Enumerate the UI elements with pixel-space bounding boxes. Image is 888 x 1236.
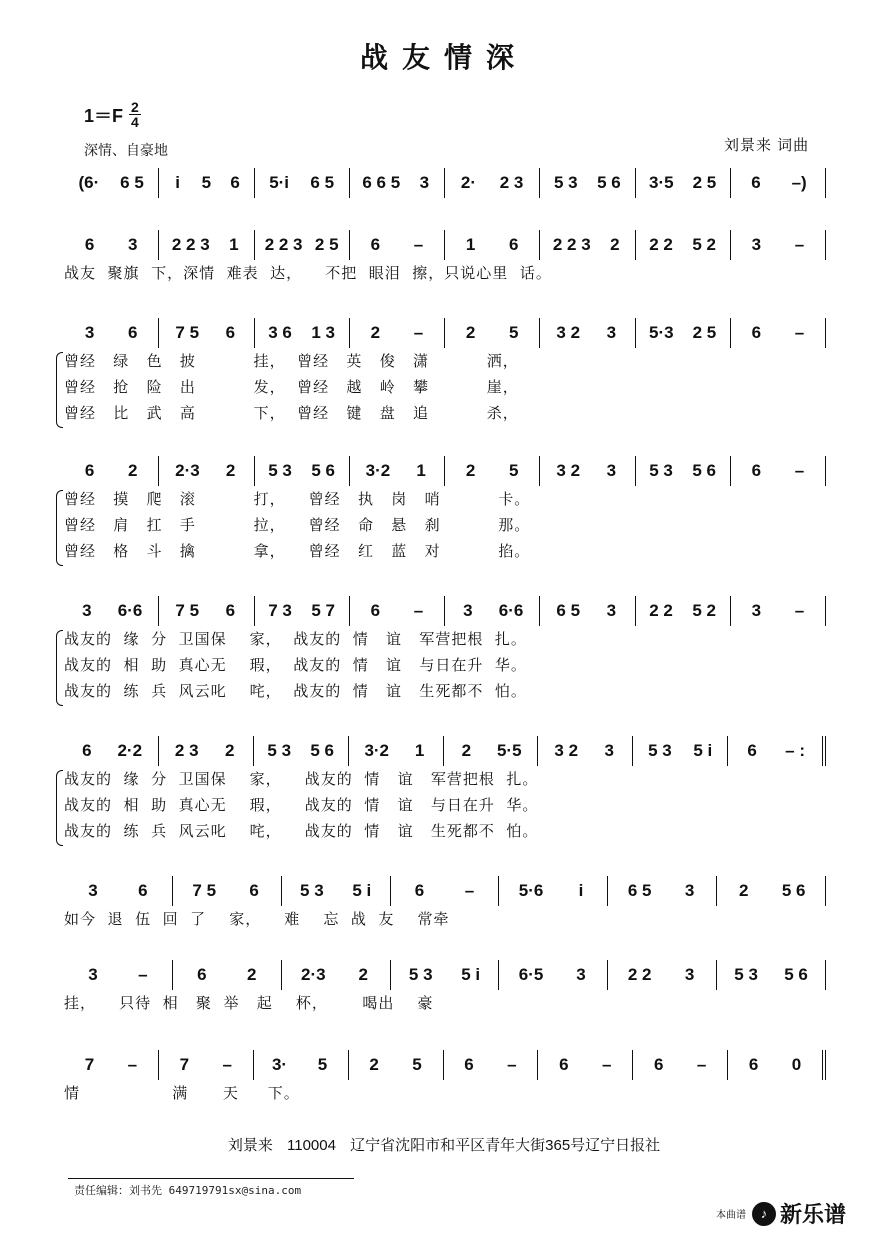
note-group: 6 [559, 1055, 569, 1074]
measure [349, 1050, 444, 1080]
note-group: 6 [197, 965, 207, 984]
score-system [64, 960, 826, 1016]
note-group: 3 [82, 601, 92, 620]
lyric-line: 战友的 相 助 真心无 瑕， 战友的 情 谊 与日在升 华。 [64, 656, 527, 674]
note-group: 2· [460, 173, 476, 192]
measure [350, 456, 445, 486]
note-group: 3 [88, 965, 98, 984]
note-group: – [794, 323, 805, 342]
note-group: 7 3 [268, 601, 292, 620]
note-group: 5·6 [518, 881, 544, 900]
note-group: 2 2 [649, 235, 673, 254]
measure [391, 960, 500, 990]
measure [728, 1050, 826, 1080]
note-group: 3·5 [649, 173, 674, 192]
measure [538, 1050, 633, 1080]
note-group: 6 [230, 173, 240, 192]
editor-divider [68, 1178, 354, 1179]
measure [444, 736, 539, 766]
note-group: 6 [138, 881, 148, 900]
note-group: 5 3 [408, 965, 433, 984]
measure [391, 876, 500, 906]
lyric-line: 曾经 肩 扛 手 拉， 曾经 命 悬 刹 那。 [64, 516, 531, 534]
note-group: 5 [201, 173, 212, 192]
note-group: i [175, 173, 180, 192]
measure [254, 1050, 349, 1080]
score-system [64, 318, 826, 426]
time-bottom: 4 [131, 114, 139, 130]
key-signature [84, 100, 141, 129]
note-group: 5 3 [648, 741, 672, 760]
note-group: 3 [576, 965, 586, 984]
lyric-line: 曾经 摸 爬 滚 打， 曾经 执 岗 哨 卡。 [64, 490, 531, 508]
footer-postcode: 110004 [287, 1137, 336, 1154]
note-group: 6 [747, 741, 757, 760]
note-group: 2 [127, 461, 138, 480]
lyric-line: 战友的 缘 分 卫国保 家， 战友的 情 谊 军营把根 扎。 [64, 770, 539, 788]
measure [159, 596, 254, 626]
measure [350, 318, 445, 348]
measure [64, 318, 159, 348]
lyric-line: 曾经 绿 色 披 挂， 曾经 英 俊 潇 洒， [64, 352, 519, 370]
score-system [64, 456, 826, 564]
note-group: 5 3 [649, 461, 673, 480]
lyric-line: 战友 聚旗 下，深情 难表 达， 不把 眼泪 擦，只说心里 话。 [64, 264, 552, 282]
note-group: 3 [684, 965, 695, 984]
verse-bracket [56, 352, 63, 428]
note-group: 5 [317, 1055, 328, 1074]
verse-bracket [56, 630, 63, 706]
note-group: 1 [465, 235, 476, 254]
composer-credit: 刘景来 词曲 [724, 137, 810, 154]
lyrics-block [64, 626, 826, 704]
note-group: 2 [465, 461, 476, 480]
measure [159, 456, 254, 486]
note-group: 3 [606, 601, 617, 620]
note-group: 6 [370, 601, 381, 620]
note-group: 2 2 3 [171, 235, 210, 254]
note-group: – [413, 323, 424, 342]
score-system [64, 230, 826, 286]
note-group: – [507, 1055, 517, 1074]
note-group: 5 i [352, 881, 372, 900]
note-group: 5 i [693, 741, 713, 760]
footer-address-line [0, 1134, 888, 1155]
lyric-line: 战友的 相 助 真心无 瑕， 战友的 情 谊 与日在升 华。 [64, 796, 539, 814]
lyric-line: 挂， 只待 相 聚 举 起 杯， 喝出 豪 [64, 994, 434, 1012]
note-group: 5 6 [781, 881, 806, 900]
note-group: i [578, 881, 584, 900]
note-group: 3 [604, 741, 614, 760]
note-group: 3·2 [365, 461, 391, 480]
note-group: 6 [464, 1055, 474, 1074]
measure [633, 1050, 728, 1080]
verse-bracket [56, 490, 63, 566]
lyric-line: 曾经 格 斗 擒 拿， 曾经 红 蓝 对 掐。 [64, 542, 531, 560]
note-group: 7 5 [192, 881, 217, 900]
notation-line [64, 230, 826, 260]
footer-author: 刘景来 [227, 1137, 273, 1154]
note-group: 2 5 [314, 235, 339, 254]
note-group: 6 [370, 235, 381, 254]
note-group: 2·3 [301, 965, 326, 984]
note-group: – [794, 461, 805, 480]
note-group: 6 6 5 [362, 173, 401, 192]
lyric-line: 战友的 缘 分 卫国保 家， 战友的 情 谊 军营把根 扎。 [64, 630, 527, 648]
note-group: 3 6 [268, 323, 292, 342]
note-group: 5 3 [553, 173, 578, 192]
note-group: 6 [84, 235, 95, 254]
note-group: 5 3 [267, 741, 292, 760]
note-group: 5 2 [692, 235, 716, 254]
score-system [64, 736, 826, 844]
measure [350, 596, 445, 626]
note-group: 2 [738, 881, 749, 900]
lyric-line: 曾经 抢 险 出 发， 曾经 越 岭 攀 崖， [64, 378, 519, 396]
measure [444, 1050, 539, 1080]
lyric-line: 战友的 练 兵 风云叱 咤， 战友的 情 谊 生死都不 怕。 [64, 822, 539, 840]
measure [717, 960, 826, 990]
lyric-line: 情 满 天 下。 [64, 1084, 300, 1102]
measure [636, 230, 731, 260]
notation-line [64, 168, 826, 198]
measure [445, 230, 540, 260]
score-system [64, 596, 826, 704]
score-system [64, 876, 826, 932]
note-group: 2 [247, 965, 257, 984]
measure [255, 168, 350, 198]
measure [636, 318, 731, 348]
note-group: 1 [416, 461, 426, 480]
score-title: 战友情深 [359, 41, 528, 74]
note-group: – [464, 881, 475, 900]
measure [350, 168, 445, 198]
note-group: 3 [88, 881, 98, 900]
note-group: – [413, 235, 424, 254]
measure [159, 1050, 254, 1080]
note-group: – [413, 601, 424, 620]
note-group: 2 3 [174, 741, 199, 760]
lyrics-block [64, 348, 826, 426]
note-group: 6 [82, 741, 92, 760]
note-group: 3 [127, 235, 138, 254]
note-group: 3·2 [364, 741, 390, 760]
measure [64, 168, 159, 198]
note-group: 6 5 [627, 881, 652, 900]
note-group: 6 5 [556, 601, 581, 620]
note-group: 5 6 [692, 461, 716, 480]
measure [538, 736, 633, 766]
note-group: 2 [225, 461, 236, 480]
note-group: 6 5 [310, 173, 335, 192]
measure [608, 876, 717, 906]
measure [717, 876, 826, 906]
note-group: 2 2 [627, 965, 652, 984]
note-group: 5 3 [734, 965, 758, 984]
notation-line [64, 318, 826, 348]
note-group: 2·2 [117, 741, 143, 760]
measure [159, 736, 254, 766]
measure [731, 318, 826, 348]
note-group: 5 6 [597, 173, 621, 192]
measure [636, 456, 731, 486]
note-group: 3 2 [554, 741, 579, 760]
measure [64, 736, 159, 766]
note-group: 2 2 3 [552, 235, 591, 254]
measure [64, 596, 159, 626]
measure [731, 168, 826, 198]
note-group: – [696, 1055, 707, 1074]
note-group: – [794, 235, 805, 254]
note-group: 5 7 [311, 601, 335, 620]
notation-line [64, 736, 826, 766]
note-group: 3 [606, 323, 617, 342]
measure [731, 596, 826, 626]
note-group: 3 [606, 461, 617, 480]
note-group: 6 5 [120, 173, 144, 192]
measure [255, 596, 350, 626]
measure [64, 960, 173, 990]
lyric-line: 曾经 比 武 高 下， 曾经 键 盘 追 杀， [64, 404, 519, 422]
measure [731, 230, 826, 260]
brand-caption: 本曲谱 [716, 1210, 746, 1221]
measure [255, 456, 350, 486]
measure [636, 168, 731, 198]
measure [731, 456, 826, 486]
note-group: 5 i [461, 965, 481, 984]
note-group: 5 2 [692, 601, 716, 620]
verse-bracket [56, 770, 63, 846]
note-group: 6 [225, 601, 236, 620]
note-group: 2 2 3 [264, 235, 303, 254]
editor-credit: 责任编辑：刘书先 649719791sx@sina.com [74, 1184, 302, 1197]
note-group: 6 [751, 173, 761, 192]
note-group: 5·5 [496, 741, 522, 760]
note-group: 6 [748, 1055, 759, 1074]
note-group: 5 [508, 461, 519, 480]
note-group: 2 [369, 1055, 379, 1074]
time-signature [129, 100, 141, 129]
measure [728, 736, 826, 766]
measure [159, 230, 254, 260]
measure [173, 960, 282, 990]
measure [64, 1050, 159, 1080]
note-group: 3 [751, 235, 762, 254]
lyrics-block [64, 1080, 826, 1106]
tempo-marking: 深情、自豪地 [84, 142, 168, 158]
measure [445, 456, 540, 486]
measure [350, 230, 445, 260]
note-group: – : [785, 741, 805, 760]
time-top: 2 [131, 99, 139, 115]
footer-address: 辽宁省沈阳市和平区青年大街365号辽宁日报社 [350, 1137, 661, 1154]
note-group: 6 [225, 323, 236, 342]
note-group: 6·5 [518, 965, 544, 984]
note-group: 2 [461, 741, 472, 760]
lyrics-block [64, 990, 826, 1016]
note-group: 3 [463, 601, 473, 620]
note-group: 3 [419, 173, 430, 192]
note-group: 2 [358, 965, 368, 984]
measure [540, 318, 635, 348]
note-group: 2 [224, 741, 235, 760]
note-group: 7 [84, 1055, 95, 1074]
note-group: 2 3 [499, 173, 524, 192]
note-group: 5 6 [310, 741, 334, 760]
note-group: 6 [249, 881, 259, 900]
lyric-line: 如今 退 伍 回 了 家， 难 忘 战 友 常牵 [64, 910, 450, 928]
note-group: 5 3 [268, 461, 292, 480]
note-group: 6·6 [117, 601, 143, 620]
note-group: – [602, 1055, 612, 1074]
note-group: 2 5 [692, 323, 717, 342]
note-group: – [127, 1055, 138, 1074]
note-group: 7 5 [175, 323, 200, 342]
notation-line [64, 960, 826, 990]
note-group: 7 [179, 1055, 190, 1074]
measure [64, 876, 173, 906]
notation-line [64, 876, 826, 906]
brand-name: 新乐谱 [780, 1202, 847, 1227]
note-group: 5 6 [784, 965, 808, 984]
note-group: – [794, 601, 805, 620]
notation-line [64, 456, 826, 486]
lyrics-block [64, 260, 826, 286]
measure [282, 876, 391, 906]
note-group: 3 [751, 601, 762, 620]
note-group: 6 [127, 323, 138, 342]
measure [64, 456, 159, 486]
score-system [64, 168, 826, 198]
measure [173, 876, 282, 906]
note-group: 1 [229, 235, 239, 254]
score-system [64, 1050, 826, 1106]
note-group: 6 [751, 323, 762, 342]
note-group: 2 [610, 235, 620, 254]
note-group: 5 3 [300, 881, 324, 900]
lyrics-block [64, 486, 826, 564]
note-group: (6· [78, 173, 100, 192]
note-group: 6·6 [498, 601, 524, 620]
note-group: 6 [751, 461, 762, 480]
measure [254, 736, 349, 766]
notation-line [64, 596, 826, 626]
measure [255, 318, 350, 348]
measure [499, 960, 608, 990]
measure [64, 230, 159, 260]
measure [636, 596, 731, 626]
note-group: –) [791, 173, 807, 192]
key-label: 1＝F [84, 105, 124, 126]
measure [282, 960, 391, 990]
note-group: 1 [414, 741, 425, 760]
lyrics-block [64, 766, 826, 844]
measure [159, 318, 254, 348]
lyric-line: 战友的 练 兵 风云叱 咤， 战友的 情 谊 生死都不 怕。 [64, 682, 527, 700]
measure [445, 596, 540, 626]
measure [540, 230, 635, 260]
measure [540, 168, 635, 198]
note-group: – [138, 965, 148, 984]
measure [540, 596, 635, 626]
measure [255, 230, 350, 260]
note-group: 3 [84, 323, 95, 342]
lyrics-block [64, 906, 826, 932]
note-group: 2·3 [175, 461, 200, 480]
note-group: 2 2 [649, 601, 673, 620]
measure [608, 960, 717, 990]
note-group: – [222, 1055, 233, 1074]
note-group: 5·i [269, 173, 290, 192]
note-group: 5·3 [649, 323, 674, 342]
note-group: 5 [412, 1055, 422, 1074]
note-group: 3 [684, 881, 695, 900]
note-group: 7 5 [175, 601, 200, 620]
note-group: 3 2 [556, 461, 581, 480]
measure [633, 736, 728, 766]
note-group: 6 [414, 881, 425, 900]
measure [349, 736, 444, 766]
measure [445, 168, 540, 198]
note-group: 5 6 [311, 461, 335, 480]
note-group: 5 [508, 323, 519, 342]
note-group: 0 [791, 1055, 802, 1074]
measure [445, 318, 540, 348]
brand-watermark [716, 1198, 846, 1229]
note-group: 2 [465, 323, 476, 342]
note-group: 6 [508, 235, 519, 254]
measure [540, 456, 635, 486]
note-group: 1 3 [311, 323, 335, 342]
measure [499, 876, 608, 906]
notation-line [64, 1050, 826, 1080]
note-group: 2 5 [692, 173, 717, 192]
measure [159, 168, 254, 198]
note-group: 6 [84, 461, 95, 480]
note-group: 6 [653, 1055, 664, 1074]
note-group: 3 2 [556, 323, 581, 342]
note-group: 2 [370, 323, 381, 342]
music-note-icon: ♪ [752, 1202, 776, 1226]
note-group: 3· [271, 1055, 288, 1074]
